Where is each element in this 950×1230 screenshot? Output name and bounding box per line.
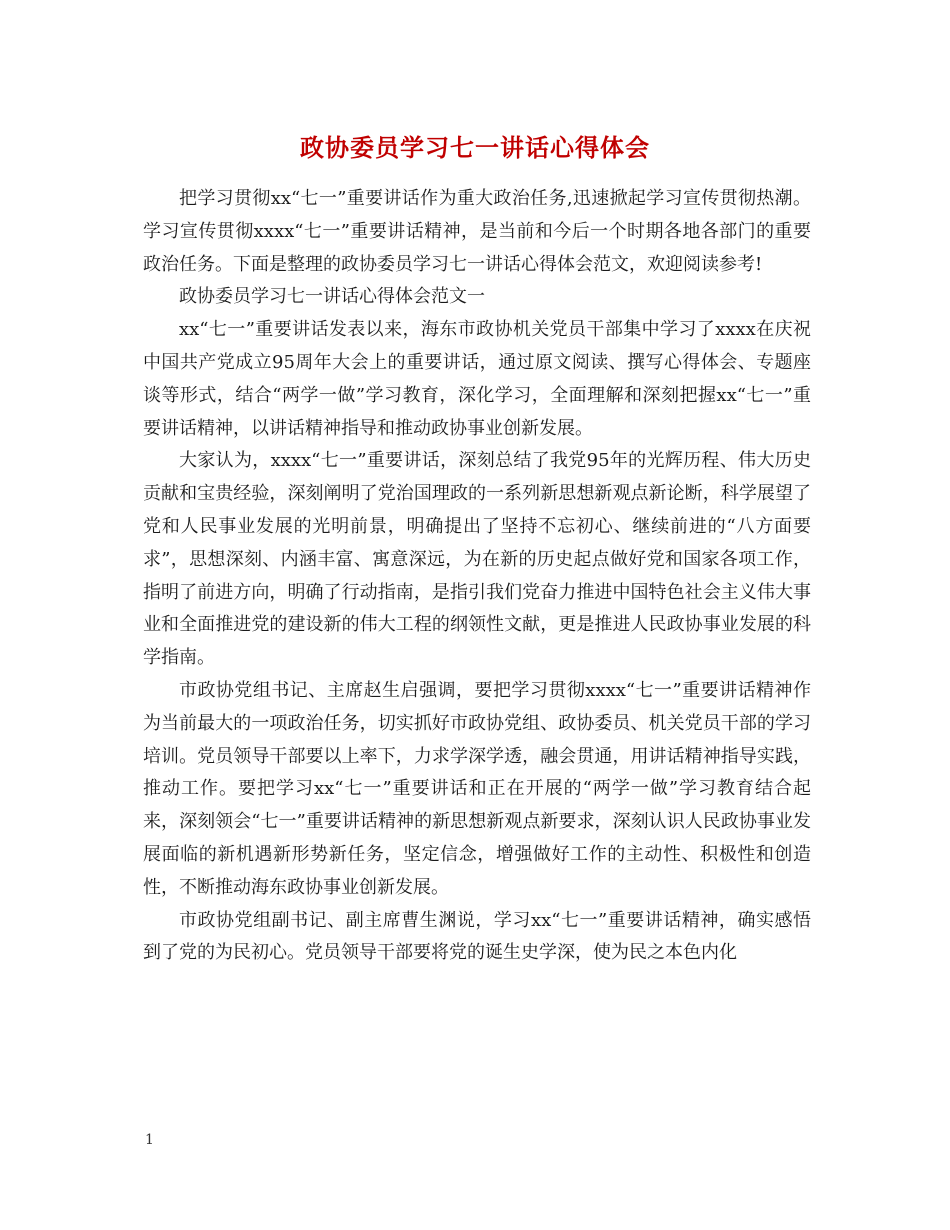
section-heading: 政协委员学习七一讲话心得体会范文一 [179,286,485,308]
page-number: 1 [145,1132,154,1148]
document-body [143,183,811,970]
paragraph: 市政协党组书记、主席赵生启强调，要把学习贯彻xxxx“七一”重要讲话精神作为当前最大的一项政治任务，切实抓好市政协党组、政协委员、机关党员干部的学习培训。党员领导干部要以上率下，力求学深学透，融会贯通，用讲话精神指导实践，推动工作。要把学习xx“七一”重要讲话和正在开展的“两学一做”学习教育结合起来，深刻领会“七一”重要讲话精神的新思想新观点新要求，深刻认识人民政协事业发展面临的新机遇新形势新任务，坚定信念，增强做好工作的主动性、积极性和创造性，不断推动海东政协事业创新发展。 [143,679,811,898]
paragraph: xx“七一”重要讲话发表以来，海东市政协机关党员干部集中学习了xxxx在庆祝中国共产党成立95周年大会上的重要讲话，通过原文阅读、撰写心得体会、专题座谈等形式，结合“两学一做”学习教育，深化学习，全面理解和深刻把握xx“七一”重要讲话精神，以讲话精神指导和推动政协事业创新发展。 [143,319,811,439]
paragraph: 市政协党组副书记、副主席曹生渊说，学习xx“七一”重要讲话精神，确实感悟到了党的为民初心。党员领导干部要将党的诞生史学深，使为民之本色内化 [143,909,811,964]
paragraph: 大家认为，xxxx“七一”重要讲话，深刻总结了我党95年的光辉历程、伟大历史贡献和宝贵经验，深刻阐明了党治国理政的一系列新思想新观点新论断，科学展望了党和人民事业发展的光明前景，明确提出了坚持不忘初心、继续前进的“八方面要求”，思想深刻、内涵丰富、寓意深远，为在新的历史起点做好党和国家各项工作，指明了前进方向，明确了行动指南，是指引我们党奋力推进中国特色社会主义伟大事业和全面推进党的建设新的伟大工程的纲领性文献，更是推进人民政协事业发展的科学指南。 [143,450,811,669]
document-title: 政协委员学习七一讲话心得体会 [300,133,650,162]
paragraph-intro: 把学习贯彻xx“七一”重要讲话作为重大政治任务,迅速掀起学习宣传贯彻热潮。学习宣传贯彻xxxx“七一”重要讲话精神，是当前和今后一个时期各地各部门的重要政治任务。下面是整理的政协委员学习七一讲话心得体会范文，欢迎阅读参考! [143,188,811,275]
